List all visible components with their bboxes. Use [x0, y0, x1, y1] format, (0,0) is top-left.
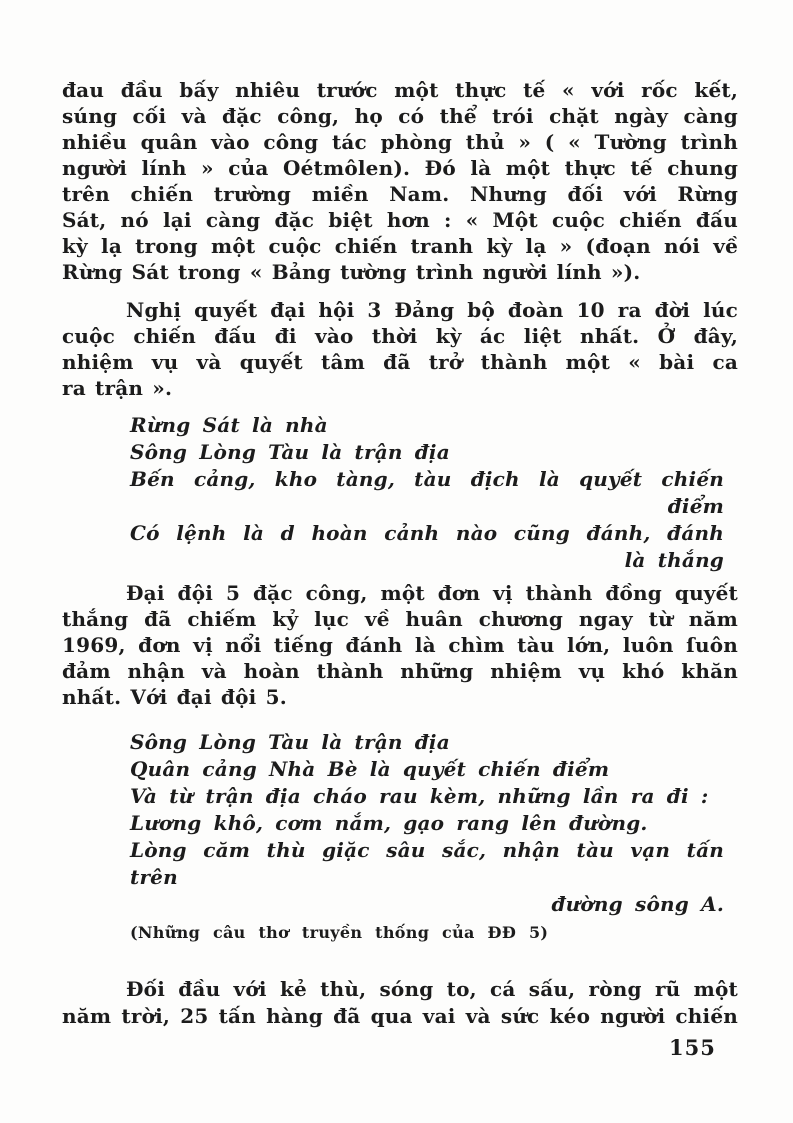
text-line: Quân cảng Nhà Bè là quyết chiến điểm — [130, 757, 610, 781]
text-line: ra trận ». — [62, 376, 173, 400]
text-line: trên chiến trường miền Nam. Nhưng đối với Rừng — [62, 182, 738, 206]
text-line: Rừng Sát trong « Bảng tường trình người lính »). — [62, 260, 641, 284]
text-line: nhiều quân vào công tác phòng thủ » ( « Tường trình — [62, 130, 738, 154]
text-line: Đối đầu với kẻ thù, sóng to, cá sấu, ròng rũ một — [126, 977, 738, 1001]
text-line: đảm nhận và hoàn thành những nhiệm vụ khó khăn — [62, 659, 738, 683]
text-line: Có lệnh là d hoàn cảnh nào cũng đánh, đánh — [130, 521, 724, 545]
text-line: đường sông A. — [551, 892, 724, 916]
text-line: người lính » của Oétmôlen). Đó là một thực tế chung — [62, 156, 738, 180]
text-line: Đại đội 5 đặc công, một đơn vị thành đồng quyết — [126, 581, 738, 605]
paragraph-resolution-congress3 — [62, 297, 738, 401]
text-line: kỳ lạ trong một cuộc chiến tranh kỳ lạ » (đoạn nói về — [62, 234, 738, 258]
text-line: Nghị quyết đại hội 3 Đảng bộ đoàn 10 ra đời lúc — [126, 298, 738, 322]
text-line: thắng đã chiếm kỷ lục về huân chương ngay từ năm — [62, 607, 738, 631]
text-line: Sát, nó lại càng đặc biệt hơn : « Một cuộc chiến đấu — [62, 208, 738, 232]
poem-song-long-tau — [130, 729, 724, 918]
text-line: điểm — [667, 494, 724, 518]
paragraph-doi-dau-ke-thu — [62, 976, 738, 1030]
text-line: Rừng Sát là nhà — [130, 413, 328, 437]
text-line: năm trời, 25 tấn hàng đã qua vai và sức kéo người chiến — [62, 1004, 738, 1028]
text-line: nhiệm vụ và quyết tâm đã trở thành một « bài ca — [62, 350, 738, 374]
text-line: Sông Lòng Tàu là trận địa — [130, 440, 450, 464]
text-line: Sông Lòng Tàu là trận địa — [130, 730, 450, 754]
text-line: nhất. Với đại đội 5. — [62, 685, 287, 709]
poem-source-caption: (Những câu thơ truyền thống của ĐĐ 5) — [130, 923, 549, 942]
text-line: cuộc chiến đấu đi vào thời kỳ ác liệt nhất. Ở đây, — [62, 324, 738, 348]
paragraph-dai-doi-5 — [62, 580, 738, 710]
page-number: 155 — [669, 1035, 716, 1060]
text-line: Và từ trận địa cháo rau kèm, những lần ra đi : — [130, 784, 709, 808]
text-column — [62, 77, 738, 1030]
poem-rung-sat-la-nha — [130, 412, 724, 574]
text-line: đau đầu bấy nhiêu trước một thực tế « với rốc kết, — [62, 78, 738, 102]
text-line: Lòng căm thù giặc sâu sắc, nhận tàu vạn tấn trên — [130, 838, 724, 889]
text-line: súng cối và đặc công, họ có thể trói chặt ngày càng — [62, 104, 738, 128]
text-line: Bến cảng, kho tàng, tàu địch là quyết chiến — [130, 467, 724, 491]
text-line: là thắng — [624, 548, 724, 572]
paragraph-westmoreland-quote — [62, 77, 738, 285]
text-line: 1969, đơn vị nổi tiếng đánh là chìm tàu lớn, luôn ſuôn — [62, 633, 738, 657]
text-line: Lương khô, cơm nắm, gạo rang lên đường. — [130, 811, 648, 835]
